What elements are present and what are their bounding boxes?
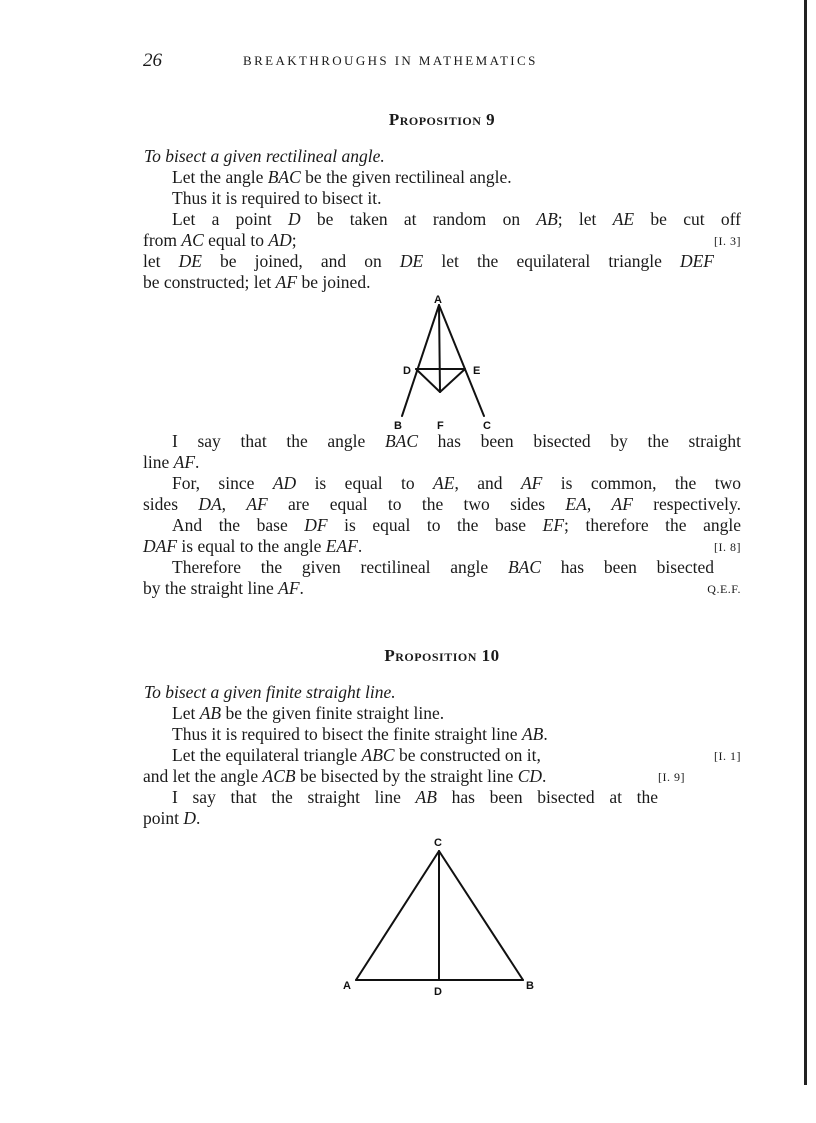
proposition-9-enunciation: To bisect a given rectilineal angle. [144, 146, 385, 166]
line-bisection-figure [143, 829, 741, 999]
qef-mark: Q.E.F. [707, 582, 741, 596]
prop9-line-10: sides DA, AF are equal to the two sides EA, AF respectively. [143, 494, 741, 514]
citation-ref: [I. 8] [714, 540, 741, 554]
prop9-line-11: And the base DF is equal to the base EF; therefore the angle [172, 515, 741, 535]
label-e: E [473, 365, 481, 377]
running-head-title: BREAKTHROUGHS IN MATHEMATICS [243, 53, 538, 68]
prop10-line-3: Let the equilateral triangle ABC be constructed on it, [I. 1] [172, 745, 741, 765]
line-df [416, 369, 440, 392]
proposition-9-title: Proposition 9 [388, 110, 496, 129]
proposition-10-title: Proposition 10 [384, 646, 500, 665]
line-ca [356, 851, 439, 980]
prop9-line-3: Let a point D be taken at random on AB; let AE be cut off [172, 209, 741, 229]
label-a: A [434, 294, 442, 306]
prop9-line-12: DAF is equal to the angle EAF. [I. 8] [143, 536, 741, 556]
label-d: D [403, 365, 411, 377]
running-head [143, 50, 741, 76]
prop10-line-4: and let the angle ACB be bisected by the straight line CD. [I. 9] [143, 766, 685, 786]
prop9-line-6: be constructed; let AF be joined. [143, 272, 371, 292]
line-cb [439, 851, 523, 980]
page-number: 26 [143, 50, 162, 71]
line-ac [439, 305, 484, 416]
prop9-line-9: For, since AD is equal to AE, and AF is common, the two [172, 473, 741, 493]
line-af [439, 305, 440, 392]
label-b: B [394, 420, 402, 431]
proposition-10-enunciation: To bisect a given finite straight line. [144, 682, 396, 702]
prop9-line-5: let DE be joined, and on DE let the equilateral triangle DEF [143, 251, 714, 271]
label-d: D [434, 986, 442, 998]
citation-ref: [I. 3] [714, 234, 741, 248]
prop9-line-8: line AF. [143, 452, 200, 472]
page-edge-rule [804, 0, 807, 1085]
angle-bisection-figure [143, 293, 741, 431]
label-a: A [343, 980, 351, 992]
label-c: C [434, 837, 442, 849]
prop10-line-6: point D. [143, 808, 201, 828]
prop9-line-14: by the straight line AF. Q.E.F. [143, 578, 741, 598]
citation-ref: [I. 9] [658, 770, 685, 784]
label-f: F [437, 420, 444, 431]
prop9-line-13: Therefore the given rectilineal angle BAC has been bisected [172, 557, 715, 577]
prop10-line-2: Thus it is required to bisect the finite straight line AB. [172, 724, 548, 744]
line-ab [402, 305, 439, 416]
prop9-line-2: Thus it is required to bisect it. [172, 188, 382, 208]
line-ef [440, 369, 465, 392]
prop9-line-4: from AC equal to AD; [I. 3] [143, 230, 741, 250]
prop9-line-7: I say that the angle BAC has been bisected by the straight [172, 431, 741, 451]
prop9-line-1: Let the angle BAC be the given rectilineal angle. [172, 167, 512, 187]
book-page [143, 50, 741, 999]
citation-ref: [I. 1] [714, 749, 741, 763]
prop10-line-1: Let AB be the given finite straight line. [172, 703, 445, 723]
label-c: C [483, 420, 491, 431]
label-b: B [526, 980, 534, 992]
prop10-line-5: I say that the straight line AB has been bisected at the [172, 787, 658, 807]
